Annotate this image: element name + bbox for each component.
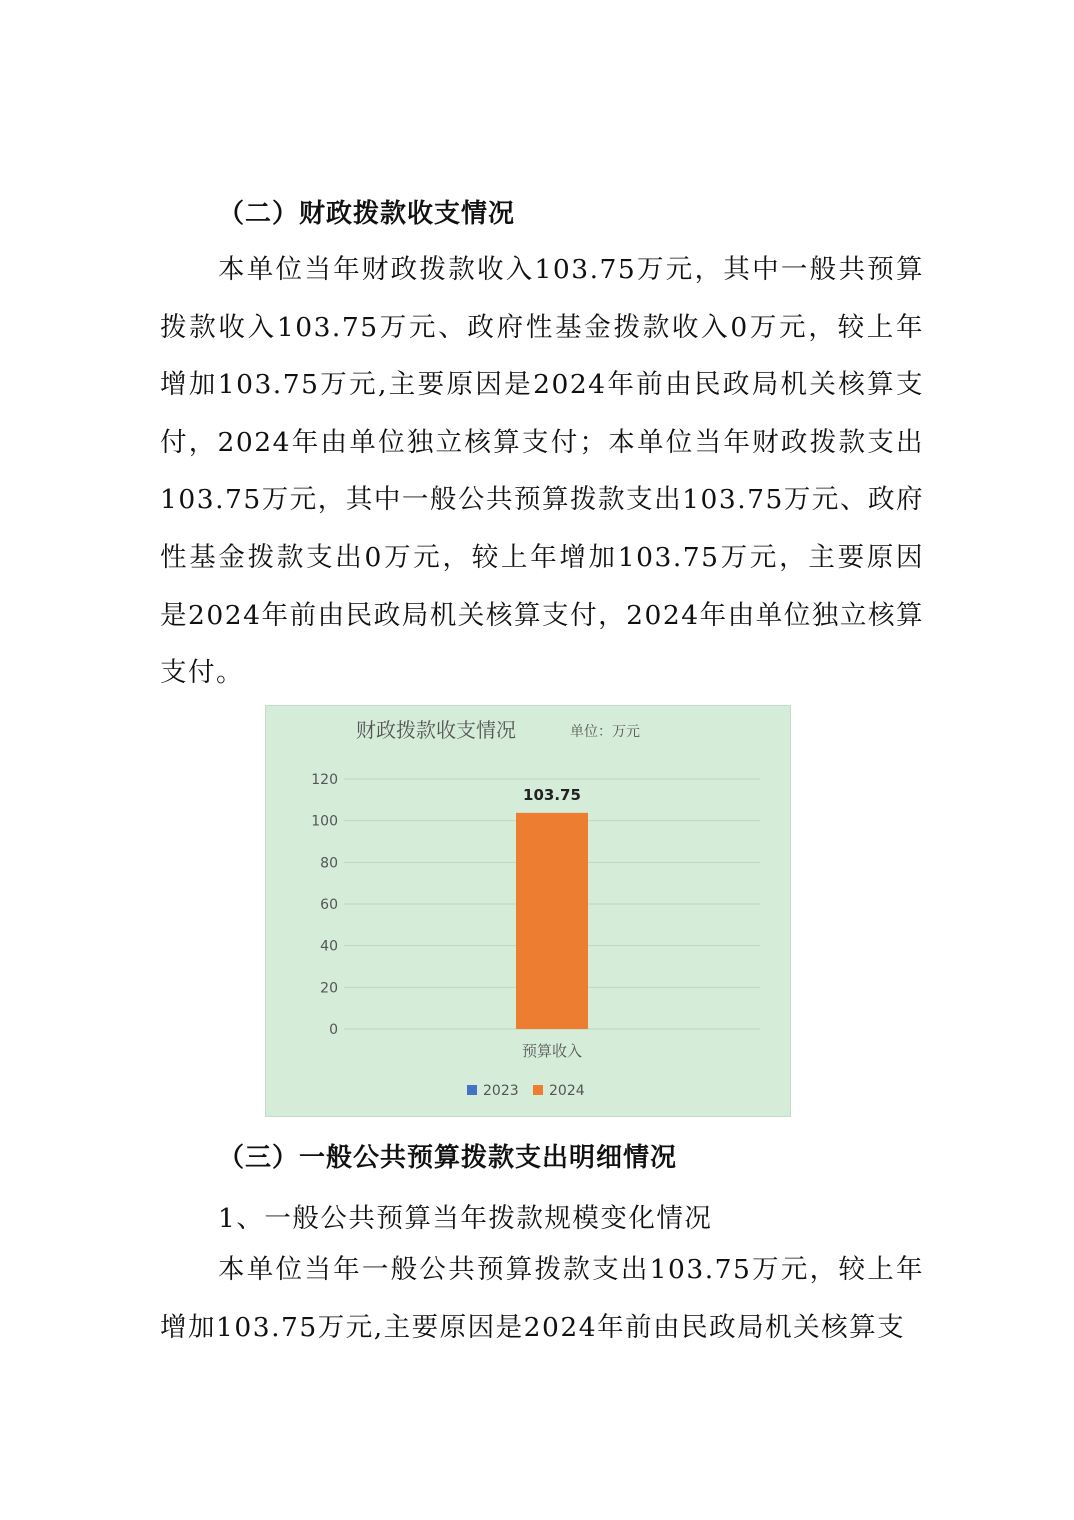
x-tick-label: 预算收入 <box>521 1042 583 1060</box>
section-3-heading: （三）一般公共预算拨款支出明细情况 <box>218 1143 678 1173</box>
bar-2024 <box>516 813 588 1029</box>
y-tick-label: 20 <box>320 980 338 997</box>
chart-legend <box>467 1083 585 1099</box>
y-tick-label: 40 <box>320 938 338 955</box>
section-3-paragraph: 本单位当年一般公共预算拨款支出103.75万元，较上年增加103.75万元,主要原因是2024年前由民政局机关核算支 <box>160 1254 924 1343</box>
legend-swatch-2024 <box>533 1085 543 1095</box>
chart-y-ticks <box>311 772 338 1038</box>
y-tick-label: 60 <box>320 897 338 913</box>
chart-unit-label: 单位：万元 <box>570 724 640 740</box>
section-2-heading: （二）财政拨款收支情况 <box>218 199 516 229</box>
legend-swatch-2023 <box>467 1085 477 1095</box>
legend-label: 2024 <box>549 1083 585 1099</box>
chart-bars <box>516 786 588 1029</box>
bar-data-label: 103.75 <box>523 785 581 804</box>
chart-title: 财政拨款收支情况 <box>356 718 516 742</box>
y-tick-label: 0 <box>329 1022 338 1038</box>
y-tick-label: 120 <box>311 772 338 788</box>
section-3-subitem: 1、一般公共预算当年拨款规模变化情况 <box>218 1203 713 1234</box>
section-2-paragraph: 本单位当年财政拨款收入103.75万元，其中一般共预算拨款收入103.75万元、政府性基金拨款收入0万元，较上年增加103.75万元,主要原因是2024年前由民政局机关核算支付，2024年由单位独立核算支付；本单位当年财政拨款支出103.75万元，其中一般公共预算拨款支出103.75万元、政府性基金拨款支出0万元，较上年增加103.75万元，主要原因是2024年前由民政局机关核算支付，2024年由单位独立核算支付。 <box>160 254 924 689</box>
y-tick-label: 100 <box>311 813 338 830</box>
fiscal-chart-svg <box>266 706 792 1118</box>
y-tick-label: 80 <box>320 855 338 872</box>
legend-label: 2023 <box>483 1083 519 1099</box>
chart-x-ticks <box>522 1042 582 1060</box>
fiscal-chart <box>265 705 791 1117</box>
